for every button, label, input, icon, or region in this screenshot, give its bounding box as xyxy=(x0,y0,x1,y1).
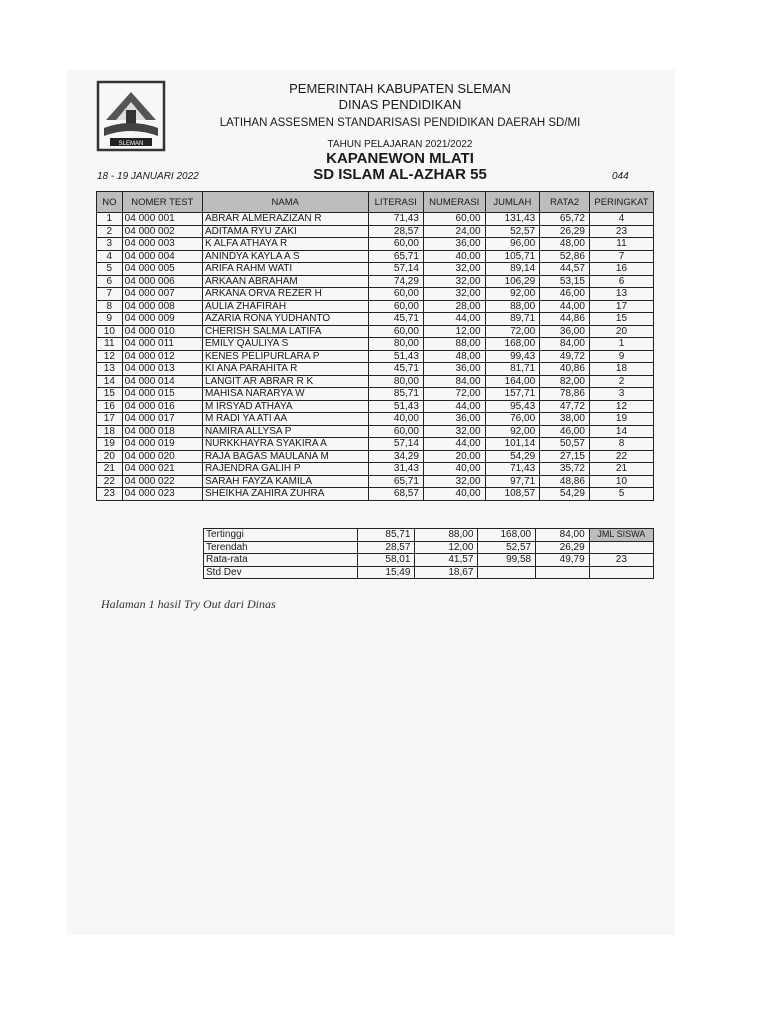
cell-jumlah: 168,00 xyxy=(485,338,540,351)
summary-value: 41,57 xyxy=(415,554,478,567)
cell-rata2: 54,29 xyxy=(540,488,590,501)
cell-peringkat: 22 xyxy=(589,450,653,463)
cell-test-number: 04 000 019 xyxy=(122,438,202,451)
summary-value xyxy=(478,566,536,579)
cell-no: 5 xyxy=(97,263,123,276)
cell-rata2: 44,00 xyxy=(540,300,590,313)
cell-name: SARAH FAYZA KAMILA xyxy=(202,475,368,488)
cell-peringkat: 10 xyxy=(589,475,653,488)
cell-test-number: 04 000 015 xyxy=(122,388,202,401)
cell-literasi: 85,71 xyxy=(368,388,423,401)
summary-label: Terendah xyxy=(204,541,358,554)
cell-test-number: 04 000 013 xyxy=(122,363,202,376)
cell-rata2: 35,72 xyxy=(540,463,590,476)
header-district: KAPANEWON MLATI xyxy=(326,150,474,167)
cell-literasi: 40,00 xyxy=(368,413,423,426)
cell-numerasi: 44,00 xyxy=(423,313,485,326)
cell-name: LANGIT AR ABRAR R K xyxy=(202,375,368,388)
table-row xyxy=(97,250,654,263)
summary-row xyxy=(204,566,654,579)
cell-jumlah: 92,00 xyxy=(485,288,540,301)
cell-literasi: 60,00 xyxy=(368,300,423,313)
cell-literasi: 65,71 xyxy=(368,250,423,263)
summary-value: 26,29 xyxy=(536,541,590,554)
cell-literasi: 74,29 xyxy=(368,275,423,288)
cell-rata2: 53,15 xyxy=(540,275,590,288)
cell-name: NAMIRA ALLYSA P xyxy=(202,425,368,438)
cell-peringkat: 12 xyxy=(589,400,653,413)
cell-peringkat: 21 xyxy=(589,463,653,476)
cell-peringkat: 23 xyxy=(589,225,653,238)
cell-literasi: 45,71 xyxy=(368,363,423,376)
logo-text: SLEMAN xyxy=(118,141,144,147)
exam-date: 18 - 19 JANUARI 2022 xyxy=(97,171,199,182)
cell-name: AULIA ZHAFIRAH xyxy=(202,300,368,313)
table-row xyxy=(97,388,654,401)
cell-test-number: 04 000 006 xyxy=(122,275,202,288)
cell-no: 8 xyxy=(97,300,123,313)
cell-rata2: 44,57 xyxy=(540,263,590,276)
cell-name: ARKANA ORVA REZER H xyxy=(202,288,368,301)
cell-name: CHERISH SALMA LATIFA xyxy=(202,325,368,338)
cell-numerasi: 36,00 xyxy=(423,238,485,251)
header-col-test-number: NOMER TEST xyxy=(122,192,202,213)
cell-jumlah: 101,14 xyxy=(485,438,540,451)
cell-test-number: 04 000 012 xyxy=(122,350,202,363)
cell-literasi: 68,57 xyxy=(368,488,423,501)
cell-name: SHEIKHA ZAHIRA ZUHRA xyxy=(202,488,368,501)
cell-numerasi: 44,00 xyxy=(423,438,485,451)
cell-literasi: 60,00 xyxy=(368,425,423,438)
cell-literasi: 57,14 xyxy=(368,438,423,451)
header-col-numerasi: NUMERASI xyxy=(423,192,485,213)
cell-jumlah: 157,71 xyxy=(485,388,540,401)
cell-jumlah: 99,43 xyxy=(485,350,540,363)
cell-test-number: 04 000 017 xyxy=(122,413,202,426)
table-row xyxy=(97,288,654,301)
cell-jumlah: 76,00 xyxy=(485,413,540,426)
table-row xyxy=(97,475,654,488)
cell-literasi: 57,14 xyxy=(368,263,423,276)
table-header-row xyxy=(97,192,654,213)
cell-no: 14 xyxy=(97,375,123,388)
cell-test-number: 04 000 004 xyxy=(122,250,202,263)
student-count-cell: JML SISWA xyxy=(589,529,653,542)
cell-jumlah: 89,14 xyxy=(485,263,540,276)
header-col-jumlah: JUMLAH xyxy=(485,192,540,213)
cell-test-number: 04 000 007 xyxy=(122,288,202,301)
cell-rata2: 82,00 xyxy=(540,375,590,388)
cell-no: 12 xyxy=(97,350,123,363)
table-row xyxy=(97,488,654,501)
cell-rata2: 78,86 xyxy=(540,388,590,401)
cell-no: 9 xyxy=(97,313,123,326)
cell-no: 22 xyxy=(97,475,123,488)
cell-numerasi: 36,00 xyxy=(423,413,485,426)
cell-name: AZARIA RONA YUDHANTO xyxy=(202,313,368,326)
table-row xyxy=(97,213,654,226)
cell-test-number: 04 000 020 xyxy=(122,450,202,463)
cell-peringkat: 6 xyxy=(589,275,653,288)
cell-numerasi: 32,00 xyxy=(423,425,485,438)
cell-no: 18 xyxy=(97,425,123,438)
cell-rata2: 26,29 xyxy=(540,225,590,238)
cell-no: 4 xyxy=(97,250,123,263)
cell-peringkat: 7 xyxy=(589,250,653,263)
cell-literasi: 80,00 xyxy=(368,338,423,351)
cell-test-number: 04 000 016 xyxy=(122,400,202,413)
cell-test-number: 04 000 009 xyxy=(122,313,202,326)
cell-rata2: 84,00 xyxy=(540,338,590,351)
cell-no: 1 xyxy=(97,213,123,226)
cell-test-number: 04 000 010 xyxy=(122,325,202,338)
cell-jumlah: 105,71 xyxy=(485,250,540,263)
cell-name: M RADI YA ATI AA xyxy=(202,413,368,426)
cell-no: 7 xyxy=(97,288,123,301)
cell-no: 17 xyxy=(97,413,123,426)
cell-jumlah: 88,00 xyxy=(485,300,540,313)
header-col-peringkat: PERINGKAT xyxy=(589,192,653,213)
cell-literasi: 71,43 xyxy=(368,213,423,226)
table-row xyxy=(97,275,654,288)
summary-value: 99,58 xyxy=(478,554,536,567)
cell-jumlah: 108,57 xyxy=(485,488,540,501)
cell-numerasi: 24,00 xyxy=(423,225,485,238)
table-row xyxy=(97,225,654,238)
cell-peringkat: 15 xyxy=(589,313,653,326)
cell-name: NURKKHAYRA SYAKIRA A xyxy=(202,438,368,451)
cell-peringkat: 1 xyxy=(589,338,653,351)
cell-jumlah: 54,29 xyxy=(485,450,540,463)
cell-no: 19 xyxy=(97,438,123,451)
cell-jumlah: 81,71 xyxy=(485,363,540,376)
cell-rata2: 48,00 xyxy=(540,238,590,251)
cell-literasi: 60,00 xyxy=(368,325,423,338)
cell-name: RAJENDRA GALIH P xyxy=(202,463,368,476)
cell-test-number: 04 000 003 xyxy=(122,238,202,251)
student-count-cell: 23 xyxy=(589,554,653,567)
summary-value: 52,57 xyxy=(478,541,536,554)
summary-value: 18,67 xyxy=(415,566,478,579)
summary-value: 28,57 xyxy=(358,541,415,554)
header-col-literasi: LITERASI xyxy=(368,192,423,213)
cell-numerasi: 84,00 xyxy=(423,375,485,388)
cell-name: K ALFA ATHAYA R xyxy=(202,238,368,251)
cell-test-number: 04 000 002 xyxy=(122,225,202,238)
cell-jumlah: 71,43 xyxy=(485,463,540,476)
cell-numerasi: 32,00 xyxy=(423,288,485,301)
table-row xyxy=(97,325,654,338)
cell-jumlah: 97,71 xyxy=(485,475,540,488)
cell-no: 2 xyxy=(97,225,123,238)
cell-test-number: 04 000 001 xyxy=(122,213,202,226)
cell-no: 16 xyxy=(97,400,123,413)
cell-jumlah: 96,00 xyxy=(485,238,540,251)
table-row xyxy=(97,463,654,476)
cell-no: 11 xyxy=(97,338,123,351)
summary-value: 88,00 xyxy=(415,529,478,542)
cell-name: KENES PELIPURLARA P xyxy=(202,350,368,363)
header-school-year: TAHUN PELAJARAN 2021/2022 xyxy=(327,139,473,150)
header-department: DINAS PENDIDIKAN xyxy=(338,97,462,112)
summary-value xyxy=(536,566,590,579)
cell-jumlah: 95,43 xyxy=(485,400,540,413)
cell-literasi: 28,57 xyxy=(368,225,423,238)
summary-value: 85,71 xyxy=(358,529,415,542)
cell-numerasi: 12,00 xyxy=(423,325,485,338)
table-row xyxy=(97,375,654,388)
cell-no: 6 xyxy=(97,275,123,288)
cell-rata2: 65,72 xyxy=(540,213,590,226)
cell-peringkat: 19 xyxy=(589,413,653,426)
cell-peringkat: 2 xyxy=(589,375,653,388)
table-row xyxy=(97,450,654,463)
cell-name: ADITAMA RYU ZAKI xyxy=(202,225,368,238)
table-row xyxy=(97,338,654,351)
cell-numerasi: 32,00 xyxy=(423,475,485,488)
table-row xyxy=(97,413,654,426)
cell-numerasi: 88,00 xyxy=(423,338,485,351)
cell-peringkat: 14 xyxy=(589,425,653,438)
cell-test-number: 04 000 005 xyxy=(122,263,202,276)
cell-test-number: 04 000 018 xyxy=(122,425,202,438)
caption: Halaman 1 hasil Try Out dari Dinas xyxy=(101,597,276,611)
table-row xyxy=(97,400,654,413)
cell-rata2: 46,00 xyxy=(540,425,590,438)
cell-peringkat: 11 xyxy=(589,238,653,251)
cell-test-number: 04 000 011 xyxy=(122,338,202,351)
cell-peringkat: 16 xyxy=(589,263,653,276)
cell-no: 15 xyxy=(97,388,123,401)
cell-test-number: 04 000 014 xyxy=(122,375,202,388)
cell-numerasi: 20,00 xyxy=(423,450,485,463)
summary-label: Tertinggi xyxy=(204,529,358,542)
cell-name: RAJA BAGAS MAULANA M xyxy=(202,450,368,463)
cell-peringkat: 13 xyxy=(589,288,653,301)
table-row xyxy=(97,263,654,276)
cell-name: ANINDYA KAYLA A S xyxy=(202,250,368,263)
cell-literasi: 51,43 xyxy=(368,350,423,363)
cell-literasi: 65,71 xyxy=(368,475,423,488)
cell-no: 10 xyxy=(97,325,123,338)
cell-peringkat: 3 xyxy=(589,388,653,401)
cell-peringkat: 17 xyxy=(589,300,653,313)
cell-numerasi: 48,00 xyxy=(423,350,485,363)
header-exam-title: LATIHAN ASSESMEN STANDARISASI PENDIDIKAN DAERAH SD/MI xyxy=(219,117,581,129)
results-table xyxy=(96,191,654,501)
summary-value: 49,79 xyxy=(536,554,590,567)
cell-jumlah: 131,43 xyxy=(485,213,540,226)
table-row xyxy=(97,363,654,376)
cell-peringkat: 8 xyxy=(589,438,653,451)
cell-rata2: 52,86 xyxy=(540,250,590,263)
cell-numerasi: 40,00 xyxy=(423,250,485,263)
table-row xyxy=(97,313,654,326)
cell-peringkat: 9 xyxy=(589,350,653,363)
table-row xyxy=(97,350,654,363)
cell-rata2: 36,00 xyxy=(540,325,590,338)
cell-peringkat: 4 xyxy=(589,213,653,226)
table-row xyxy=(97,425,654,438)
summary-table xyxy=(203,528,654,579)
cell-peringkat: 20 xyxy=(589,325,653,338)
cell-rata2: 40,86 xyxy=(540,363,590,376)
cell-numerasi: 32,00 xyxy=(423,275,485,288)
summary-value: 12,00 xyxy=(415,541,478,554)
summary-label: Std Dev xyxy=(204,566,358,579)
cell-rata2: 38,00 xyxy=(540,413,590,426)
table-row xyxy=(97,438,654,451)
cell-numerasi: 32,00 xyxy=(423,263,485,276)
cell-peringkat: 18 xyxy=(589,363,653,376)
cell-jumlah: 92,00 xyxy=(485,425,540,438)
cell-literasi: 51,43 xyxy=(368,400,423,413)
cell-rata2: 47,72 xyxy=(540,400,590,413)
cell-peringkat: 5 xyxy=(589,488,653,501)
summary-value: 168,00 xyxy=(478,529,536,542)
cell-rata2: 27,15 xyxy=(540,450,590,463)
cell-numerasi: 36,00 xyxy=(423,363,485,376)
summary-label: Rata-rata xyxy=(204,554,358,567)
sleman-emblem-icon xyxy=(96,80,166,152)
cell-literasi: 45,71 xyxy=(368,313,423,326)
header-government: PEMERINTAH KABUPATEN SLEMAN xyxy=(289,81,511,96)
summary-value: 15,49 xyxy=(358,566,415,579)
cell-numerasi: 40,00 xyxy=(423,488,485,501)
cell-test-number: 04 000 021 xyxy=(122,463,202,476)
summary-row xyxy=(204,529,654,542)
cell-literasi: 60,00 xyxy=(368,288,423,301)
table-row xyxy=(97,238,654,251)
cell-jumlah: 164,00 xyxy=(485,375,540,388)
summary-row xyxy=(204,541,654,554)
student-count-cell xyxy=(589,541,653,554)
cell-numerasi: 60,00 xyxy=(423,213,485,226)
cell-rata2: 48,86 xyxy=(540,475,590,488)
school-code: 044 xyxy=(612,171,629,182)
cell-literasi: 60,00 xyxy=(368,238,423,251)
cell-jumlah: 106,29 xyxy=(485,275,540,288)
header-col-rata2: RATA2 xyxy=(540,192,590,213)
cell-name: M IRSYAD ATHAYA xyxy=(202,400,368,413)
cell-no: 20 xyxy=(97,450,123,463)
table-row xyxy=(97,300,654,313)
cell-name: ARIFA RAHM WATI xyxy=(202,263,368,276)
cell-test-number: 04 000 022 xyxy=(122,475,202,488)
header-col-name: NAMA xyxy=(202,192,368,213)
header-school-name: SD ISLAM AL-AZHAR 55 xyxy=(313,166,487,183)
cell-rata2: 50,57 xyxy=(540,438,590,451)
cell-literasi: 31,43 xyxy=(368,463,423,476)
cell-numerasi: 44,00 xyxy=(423,400,485,413)
cell-no: 21 xyxy=(97,463,123,476)
summary-value: 84,00 xyxy=(536,529,590,542)
cell-name: EMILY QAULIYA S xyxy=(202,338,368,351)
cell-no: 13 xyxy=(97,363,123,376)
header-col-no: NO xyxy=(97,192,123,213)
cell-rata2: 46,00 xyxy=(540,288,590,301)
cell-literasi: 34,29 xyxy=(368,450,423,463)
student-count-cell xyxy=(589,566,653,579)
cell-no: 3 xyxy=(97,238,123,251)
cell-test-number: 04 000 008 xyxy=(122,300,202,313)
cell-rata2: 44,86 xyxy=(540,313,590,326)
cell-jumlah: 52,57 xyxy=(485,225,540,238)
cell-jumlah: 72,00 xyxy=(485,325,540,338)
cell-name: ABRAR ALMERAZIZAN R xyxy=(202,213,368,226)
cell-numerasi: 28,00 xyxy=(423,300,485,313)
cell-numerasi: 72,00 xyxy=(423,388,485,401)
cell-name: MAHISA NARARYA W xyxy=(202,388,368,401)
summary-row xyxy=(204,554,654,567)
summary-value: 58,01 xyxy=(358,554,415,567)
cell-jumlah: 89,71 xyxy=(485,313,540,326)
cell-test-number: 04 000 023 xyxy=(122,488,202,501)
cell-literasi: 80,00 xyxy=(368,375,423,388)
cell-numerasi: 40,00 xyxy=(423,463,485,476)
cell-name: ARKAAN ABRAHAM xyxy=(202,275,368,288)
cell-rata2: 49,72 xyxy=(540,350,590,363)
cell-name: KI ANA PARAHITA R xyxy=(202,363,368,376)
cell-no: 23 xyxy=(97,488,123,501)
